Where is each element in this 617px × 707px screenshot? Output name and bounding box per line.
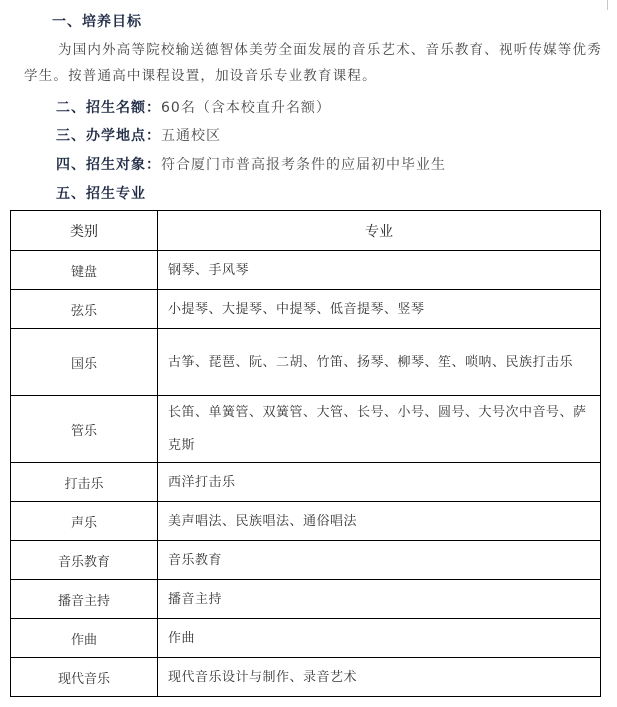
location-value: 五通校区: [161, 128, 221, 144]
row-category: 音乐教育: [11, 541, 158, 580]
header-major: 专业: [158, 211, 601, 251]
row-category: 现代音乐: [11, 658, 158, 697]
page-edge-divider: [607, 0, 608, 10]
row-category: 管乐: [11, 396, 158, 463]
table-row: [11, 658, 601, 697]
table-row: [11, 463, 601, 502]
section-heading-goal: 一、培养目标: [52, 14, 142, 30]
table-row: [11, 251, 601, 290]
row-category: 打击乐: [11, 463, 158, 502]
table-row: [11, 580, 601, 619]
goal-paragraph: 为国内外高等院校输送德智体美劳全面发展的音乐艺术、音乐教育、视听传媒等优秀学生。按普通高中课程设置，加设音乐专业教育课程。: [24, 42, 602, 84]
section-heading-majors: 五、招生专业: [56, 186, 146, 202]
quota-label: 二、招生名额：: [56, 100, 161, 116]
table-row: [11, 541, 601, 580]
row-majors: 现代音乐设计与制作、录音艺术: [158, 658, 601, 697]
row-majors: 长笛、单簧管、双簧管、大管、长号、小号、圆号、大号次中音号、萨克斯: [158, 396, 601, 463]
row-majors: 西洋打击乐: [158, 463, 601, 502]
table-row: [11, 396, 601, 463]
target-value: 符合厦门市普高报考条件的应届初中毕业生: [161, 157, 446, 173]
row-category: 播音主持: [11, 580, 158, 619]
row-majors: 古筝、琵琶、阮、二胡、竹笛、扬琴、柳琴、笙、唢呐、民族打击乐: [158, 329, 601, 396]
quota-line: [56, 99, 331, 117]
target-label: 四、招生对象：: [56, 157, 161, 173]
location-label: 三、办学地点：: [56, 128, 161, 144]
row-majors: 音乐教育: [158, 541, 601, 580]
location-line: [56, 127, 221, 145]
row-category: 作曲: [11, 619, 158, 658]
quota-value: 60名（含本校直升名额）: [161, 100, 331, 116]
row-majors: 钢琴、手风琴: [158, 251, 601, 290]
row-category: 弦乐: [11, 290, 158, 329]
table-row: [11, 329, 601, 396]
row-majors: 作曲: [158, 619, 601, 658]
row-category: 声乐: [11, 502, 158, 541]
table-row: [11, 502, 601, 541]
table-header-row: [11, 211, 601, 251]
header-category: 类别: [11, 211, 158, 251]
majors-heading-line: [56, 185, 146, 203]
table-row: [11, 290, 601, 329]
table-row: [11, 619, 601, 658]
row-category: 键盘: [11, 251, 158, 290]
row-majors: 播音主持: [158, 580, 601, 619]
row-majors: 小提琴、大提琴、中提琴、低音提琴、竖琴: [158, 290, 601, 329]
target-line: [56, 156, 446, 174]
row-majors: 美声唱法、民族唱法、通俗唱法: [158, 502, 601, 541]
row-category: 国乐: [11, 329, 158, 396]
majors-table: [10, 210, 601, 697]
